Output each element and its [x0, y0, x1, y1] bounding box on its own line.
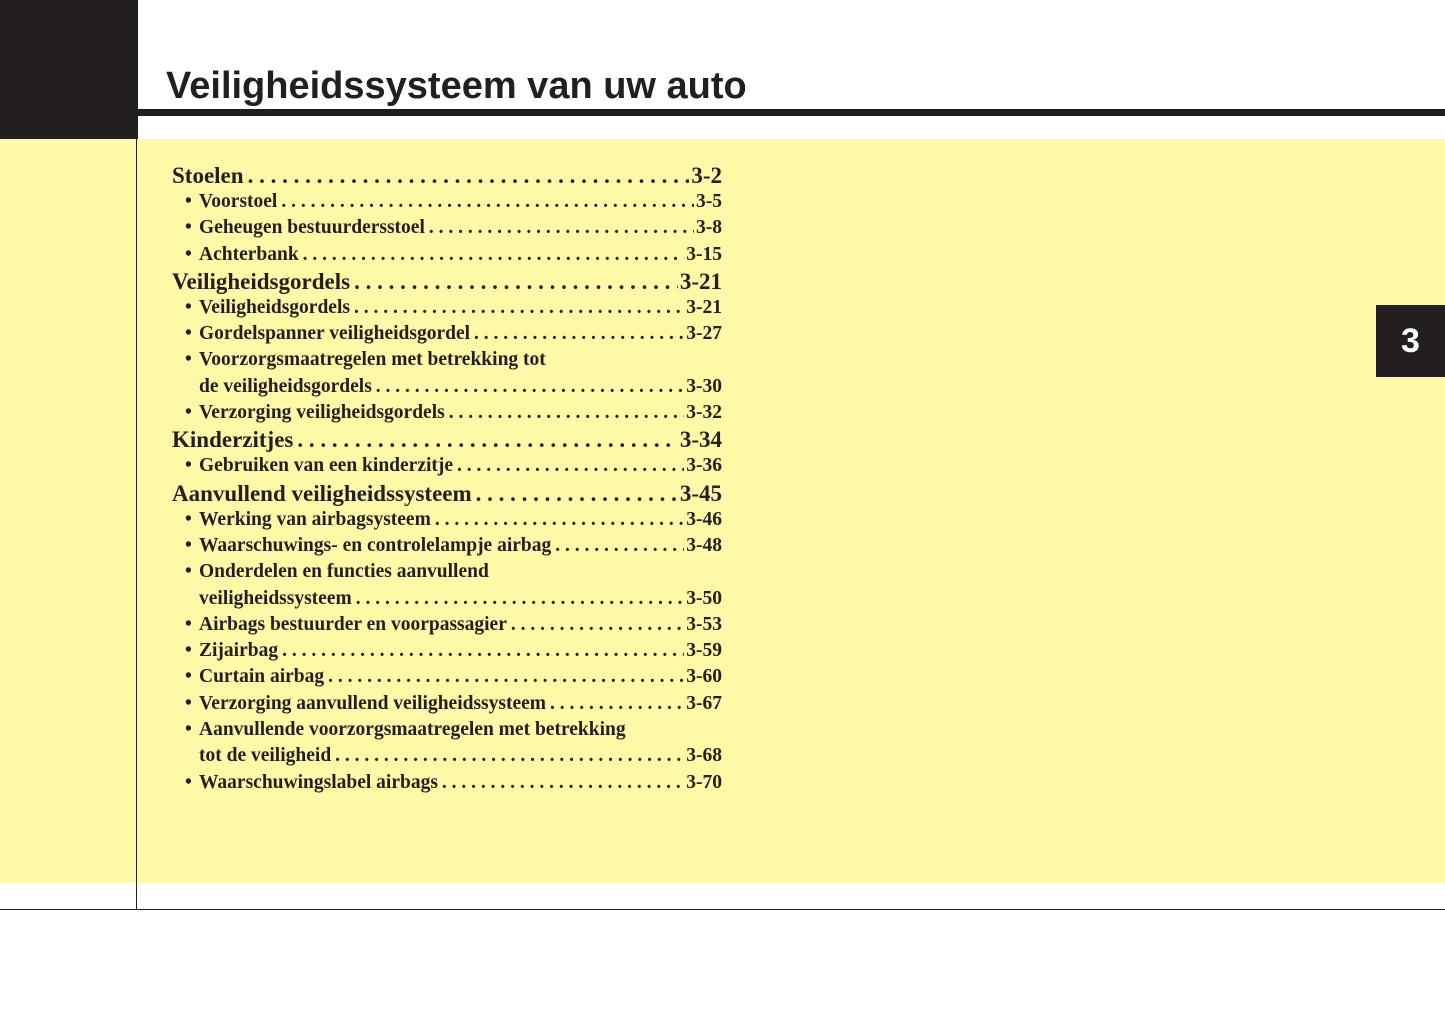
dot-leader	[442, 770, 684, 796]
toc-subentry[interactable]	[172, 507, 722, 533]
toc-subentry[interactable]	[172, 770, 722, 796]
toc-entry-text: Stoelen	[172, 163, 244, 188]
toc-entry-text: Waarschuwings- en controlelampje airbag	[199, 534, 552, 556]
toc-page-number: 3-8	[696, 217, 722, 239]
dot-leader	[429, 215, 694, 241]
dot-leader	[449, 400, 685, 426]
bullet: •	[185, 402, 192, 424]
dot-leader	[281, 189, 694, 215]
toc-page-number: 3-50	[686, 587, 722, 609]
dot-leader	[354, 295, 684, 321]
toc-subentry[interactable]	[172, 189, 722, 215]
toc-entry-text: Zijairbag	[199, 640, 279, 662]
left-margin-rule	[136, 139, 137, 910]
dot-leader	[297, 426, 677, 453]
toc-section-entry[interactable]	[172, 162, 722, 189]
bullet: •	[185, 191, 192, 212]
toc-entry-text: Geheugen bestuurdersstoel	[199, 217, 425, 239]
toc-page-number: 3-34	[679, 427, 722, 453]
toc-subentry[interactable]	[172, 295, 722, 321]
dot-leader	[435, 507, 684, 533]
toc-page-number: 3-67	[686, 692, 722, 714]
toc-entry-text-line1: Onderdelen en functies aanvullend	[199, 561, 489, 583]
toc-entry-text: Airbags bestuurder en voorpassagier	[199, 613, 507, 635]
toc-entry-text: tot de veiligheid	[199, 745, 332, 767]
bullet: •	[185, 296, 192, 318]
toc-subentry[interactable]	[172, 453, 722, 479]
toc-entry-text: Gebruiken van een kinderzitje	[199, 455, 454, 477]
dot-leader	[282, 638, 684, 664]
bullet: •	[185, 771, 192, 793]
toc-page-number: 3-30	[686, 375, 722, 397]
dot-leader	[457, 453, 684, 479]
toc-page-number: 3-59	[686, 640, 722, 662]
toc-entry-text: Waarschuwingslabel airbags	[199, 771, 438, 793]
toc-subentry[interactable]	[172, 691, 722, 717]
bullet: •	[185, 243, 192, 265]
toc-page-number: 3-5	[696, 191, 722, 212]
toc-subentry[interactable]	[172, 533, 722, 559]
toc-page-number: 3-21	[679, 268, 722, 294]
dot-leader	[303, 242, 685, 268]
table-of-contents	[172, 162, 722, 796]
toc-entry-text: Curtain airbag	[199, 666, 325, 688]
toc-entry-text: Verzorging aanvullend veiligheidssysteem	[199, 692, 547, 714]
toc-page-number: 3-48	[686, 534, 722, 556]
toc-subentry[interactable]	[172, 559, 722, 612]
toc-entry-text: de veiligheidsgordels	[199, 375, 372, 397]
chapter-tab: 3	[1376, 305, 1445, 377]
bullet: •	[185, 719, 192, 741]
bullet: •	[185, 561, 192, 583]
dot-leader	[328, 664, 684, 690]
toc-subentry[interactable]	[172, 664, 722, 690]
toc-entry-text: veiligheidssysteem	[199, 587, 352, 609]
bullet: •	[185, 349, 192, 371]
toc-entry-text-line1: Voorzorgsmaatregelen met betrekking tot	[199, 349, 546, 371]
dot-leader	[356, 586, 685, 612]
toc-page-number: 3-70	[686, 771, 722, 793]
toc-entry-text: Veiligheidsgordels	[199, 296, 350, 318]
toc-page-number: 3-32	[686, 402, 722, 424]
toc-entry-text: Voorstoel	[199, 191, 278, 212]
toc-page-number: 3-46	[686, 508, 722, 530]
toc-section-entry[interactable]	[172, 480, 722, 507]
toc-entry-text: Veiligheidsgordels	[172, 268, 351, 294]
bullet: •	[185, 455, 192, 477]
toc-page-number: 3-45	[679, 480, 722, 506]
toc-page-number: 3-53	[686, 613, 722, 635]
bullet: •	[185, 613, 192, 635]
toc-page-number: 3-60	[686, 666, 722, 688]
toc-page-number: 3-27	[686, 323, 722, 345]
toc-entry-text: Verzorging veiligheidsgordels	[199, 402, 445, 424]
bullet: •	[185, 323, 192, 345]
dot-leader	[376, 374, 684, 400]
bullet: •	[185, 640, 192, 662]
toc-page-number: 3-68	[686, 745, 722, 767]
toc-subentry[interactable]	[172, 400, 722, 426]
bullet: •	[185, 666, 192, 688]
toc-page-number: 3-2	[691, 163, 722, 188]
toc-section-entry[interactable]	[172, 426, 722, 453]
toc-subentry[interactable]	[172, 717, 722, 770]
dot-leader	[511, 612, 684, 638]
dot-leader	[555, 533, 684, 559]
toc-entry-text: Werking van airbagsysteem	[199, 508, 431, 530]
dot-leader	[550, 691, 684, 717]
toc-entry-text: Gordelspanner veiligheidsgordel	[199, 323, 471, 345]
toc-page-number: 3-15	[686, 243, 722, 265]
toc-subentry[interactable]	[172, 347, 722, 400]
toc-subentry[interactable]	[172, 215, 722, 241]
toc-entry-text-line1: Aanvullende voorzorgsmaatregelen met betrekking	[199, 719, 626, 741]
bullet: •	[185, 217, 192, 239]
toc-entry-text: Achterbank	[199, 243, 299, 265]
toc-page-number: 3-36	[686, 455, 722, 477]
page-title: Veiligheidssysteem van uw auto	[166, 65, 747, 107]
toc-page-number: 3-21	[686, 296, 722, 318]
bullet: •	[185, 534, 192, 556]
toc-section-entry[interactable]	[172, 268, 722, 295]
toc-subentry[interactable]	[172, 612, 722, 638]
dot-leader	[476, 480, 678, 507]
toc-subentry[interactable]	[172, 242, 722, 268]
toc-entry-text: Aanvullend veiligheidssysteem	[172, 480, 472, 506]
dot-leader	[354, 268, 678, 295]
title-rule	[138, 109, 1445, 116]
dot-leader	[248, 162, 690, 189]
toc-entry-text: Kinderzitjes	[172, 427, 294, 453]
bullet: •	[185, 508, 192, 530]
toc-subentry[interactable]	[172, 638, 722, 664]
toc-subentry[interactable]	[172, 321, 722, 347]
corner-block	[0, 0, 138, 139]
dot-leader	[335, 743, 684, 769]
bullet: •	[185, 692, 192, 714]
bottom-rule	[0, 909, 1445, 910]
dot-leader	[474, 321, 684, 347]
